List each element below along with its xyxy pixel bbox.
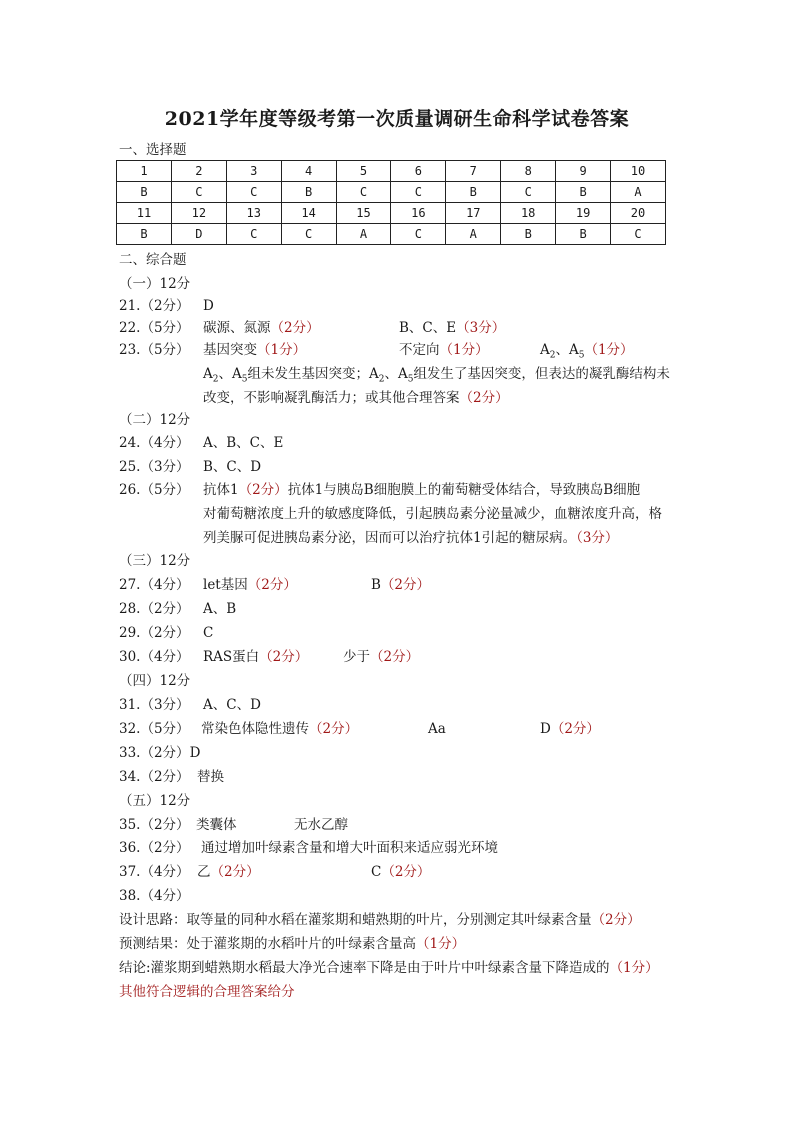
q38-prediction: 预测结果：处于灌浆期的水稻叶片的叶绿素含量高（1分） xyxy=(119,936,466,952)
page-title: 2021学年度等级考第一次质量调研生命科学试卷答案 xyxy=(164,108,630,130)
part2-heading: （二）12分 xyxy=(119,412,191,428)
q29-number: 29.（2分） xyxy=(119,625,190,641)
table-cell: 15 xyxy=(336,203,391,224)
part5-heading: （五）12分 xyxy=(119,793,191,809)
table-cell: B xyxy=(446,182,501,203)
q21-answer: D xyxy=(203,298,214,314)
section1-heading: 一、选择题 xyxy=(119,142,187,158)
table-cell: 20 xyxy=(611,203,666,224)
part3-heading: （三）12分 xyxy=(119,553,191,569)
table-cell: C xyxy=(226,182,281,203)
table-cell: 16 xyxy=(391,203,446,224)
table-cell: 10 xyxy=(611,161,666,182)
table-cell: A xyxy=(446,224,501,245)
table-cell: C xyxy=(611,224,666,245)
q38-number: 38.（4分） xyxy=(119,888,190,904)
q26-number: 26.（5分） xyxy=(119,482,190,498)
q25-number: 25.（3分） xyxy=(119,459,190,475)
table-cell: 13 xyxy=(226,203,281,224)
q23-number: 23.（5分） xyxy=(119,342,190,358)
q36-number: 36.（2分） xyxy=(119,840,190,856)
table-cell: 14 xyxy=(281,203,336,224)
q30-answer-b: 少于（2分） xyxy=(343,649,420,665)
q21-number: 21.（2分） xyxy=(119,298,190,314)
q27-answer-b: B（2分） xyxy=(371,577,431,593)
table-cell: B xyxy=(117,182,172,203)
q27-answer-a: let基因（2分） xyxy=(203,577,297,593)
q34-answer: 替换 xyxy=(197,769,224,785)
q36-answer: 通过增加叶绿素含量和增大叶面积来适应弱光环境 xyxy=(201,840,498,856)
table-cell: 11 xyxy=(117,203,172,224)
table-cell: C xyxy=(501,182,556,203)
table-row-answers xyxy=(117,224,666,245)
table-cell: C xyxy=(391,224,446,245)
q22-answer-a: 碳源、氮源（2分） xyxy=(203,320,320,336)
q31-number: 31.（3分） xyxy=(119,697,190,713)
section2-heading: 二、综合题 xyxy=(119,252,187,268)
q32-answer-a: 常染色体隐性遗传（2分） xyxy=(201,721,359,737)
table-cell: C xyxy=(281,224,336,245)
q32-answer-c: D（2分） xyxy=(540,721,600,737)
part1-heading: （一）12分 xyxy=(119,276,191,292)
q34-number: 34.（2分） xyxy=(119,769,190,785)
table-cell: 5 xyxy=(336,161,391,182)
table-cell: B xyxy=(281,182,336,203)
table-cell: 1 xyxy=(117,161,172,182)
q23-explanation-line1: $A_2$、$A_5$组未发生基因突变；$A_2$、$A_5$组发生了基因突变，但表达的凝乳酶结构未 xyxy=(203,366,670,385)
table-cell: 8 xyxy=(501,161,556,182)
q29-answer: C xyxy=(203,625,214,641)
q28-answer: A、B xyxy=(203,601,237,617)
q22-answer-b: B、C、E（3分） xyxy=(399,320,506,336)
q37-number: 37.（4分） xyxy=(119,864,190,880)
q26-line3: 列美脲可促进胰岛素分泌，因而可以治疗抗体1引起的糖尿病。（3分） xyxy=(203,530,619,546)
q31-answer: A、C、D xyxy=(203,697,261,713)
q23-answer-b: 不定向（1分） xyxy=(399,342,489,358)
q26-line1: 抗体1（2分）抗体1与胰岛B细胞膜上的葡萄糖受体结合，导致胰岛B细胞 xyxy=(203,482,641,498)
q23-explanation-line2: 改变，不影响凝乳酶活力；或其他合理答案（2分） xyxy=(203,390,509,406)
table-cell: 18 xyxy=(501,203,556,224)
q35-answer-a: 类囊体 xyxy=(196,817,237,833)
table-row-question-numbers xyxy=(117,161,666,182)
part4-heading: （四）12分 xyxy=(119,673,191,689)
q32-number: 32.（5分） xyxy=(119,721,190,737)
q32-answer-b: Aa xyxy=(428,721,446,737)
q28-number: 28.（2分） xyxy=(119,601,190,617)
table-cell: B xyxy=(556,182,611,203)
q37-answer-b: C（2分） xyxy=(371,864,431,880)
q25-answer: B、C、D xyxy=(203,459,262,475)
table-cell: A xyxy=(611,182,666,203)
q22-number: 22.（5分） xyxy=(119,320,190,336)
table-cell: B xyxy=(556,224,611,245)
table-row-answers xyxy=(117,182,666,203)
table-cell: 7 xyxy=(446,161,501,182)
q38-conclusion: 结论:灌浆期到蜡熟期水稻最大净光合速率下降是由于叶片中叶绿素含量下降造成的（1分） xyxy=(119,960,659,976)
table-cell: C xyxy=(391,182,446,203)
table-cell: C xyxy=(336,182,391,203)
q26-line2: 对葡萄糖浓度上升的敏感度降低，引起胰岛素分泌量减少，血糖浓度升高，格 xyxy=(203,506,662,522)
table-cell: 2 xyxy=(171,161,226,182)
q24-answer: A、B、C、E xyxy=(203,435,284,451)
table-row-question-numbers xyxy=(117,203,666,224)
table-cell: 3 xyxy=(226,161,281,182)
q35-number: 35.（2分） xyxy=(119,817,190,833)
table-cell: 12 xyxy=(171,203,226,224)
q38-note: 其他符合逻辑的合理答案给分 xyxy=(119,984,295,1000)
q37-answer-a: 乙（2分） xyxy=(197,864,260,880)
table-cell: 9 xyxy=(556,161,611,182)
q23-answer-a: 基因突变（1分） xyxy=(203,342,307,358)
q35-answer-b: 无水乙醇 xyxy=(294,817,348,833)
table-cell: 6 xyxy=(391,161,446,182)
q23-answer-c: $A_2$、$A_5(1$分） xyxy=(540,342,634,361)
table-cell: B xyxy=(117,224,172,245)
table-cell: 17 xyxy=(446,203,501,224)
q38-design: 设计思路：取等量的同种水稻在灌浆期和蜡熟期的叶片，分别测定其叶绿素含量（2分） xyxy=(119,912,641,928)
table-cell: A xyxy=(336,224,391,245)
table-cell: C xyxy=(171,182,226,203)
q27-number: 27.（4分） xyxy=(119,577,190,593)
q33-line: 33.（2分）D xyxy=(119,745,201,761)
table-cell: B xyxy=(501,224,556,245)
q30-answer-a: RAS蛋白（2分） xyxy=(203,649,309,665)
table-cell: D xyxy=(171,224,226,245)
table-cell: 19 xyxy=(556,203,611,224)
q24-number: 24.（4分） xyxy=(119,435,190,451)
table-cell: 4 xyxy=(281,161,336,182)
table-cell: C xyxy=(226,224,281,245)
q30-number: 30.（4分） xyxy=(119,649,190,665)
choice-answer-table xyxy=(116,160,666,245)
